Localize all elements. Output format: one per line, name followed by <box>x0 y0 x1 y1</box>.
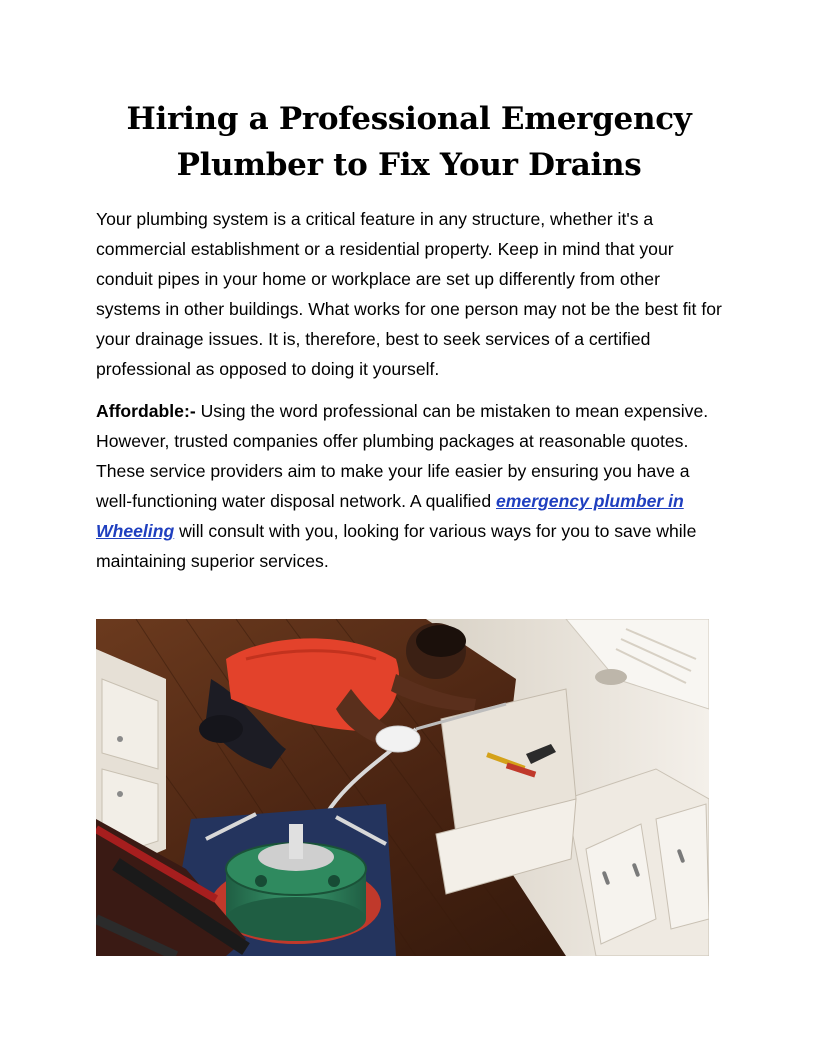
document-page <box>96 96 722 576</box>
affordable-label: Affordable:- <box>96 401 196 421</box>
affordable-paragraph <box>96 396 722 576</box>
page-title <box>96 96 722 188</box>
title-line-1: Hiring a Professional Emergency <box>126 101 692 137</box>
plumber-illustration <box>96 619 709 956</box>
emergency-plumber-link[interactable]: emergency plumber in Wheeling <box>96 491 684 541</box>
affordable-text-before-link: Using the word professional can be mistaken to mean expensive. However, trusted companies offer plumbing packages at reasonable quotes. These service providers aim to make your life easier by ensuring you have a well-functioning water disposal network. A qualified <box>96 401 709 511</box>
intro-paragraph: Your plumbing system is a critical feature in any structure, whether it's a commercial establishment or a residential property. Keep in mind that your conduit pipes in your home or workplace are set up differently from other systems in other buildings. What works for one person may not be the best fit for your drainage issues. It is, therefore, best to seek services of a certified professional as opposed to doing it yourself. <box>96 209 722 379</box>
plumber-photo <box>96 619 709 956</box>
title-line-2: Plumber to Fix Your Drains <box>176 147 642 183</box>
affordable-text-after-link: will consult with you, looking for various ways for you to save while maintaining superior services. <box>96 521 697 571</box>
